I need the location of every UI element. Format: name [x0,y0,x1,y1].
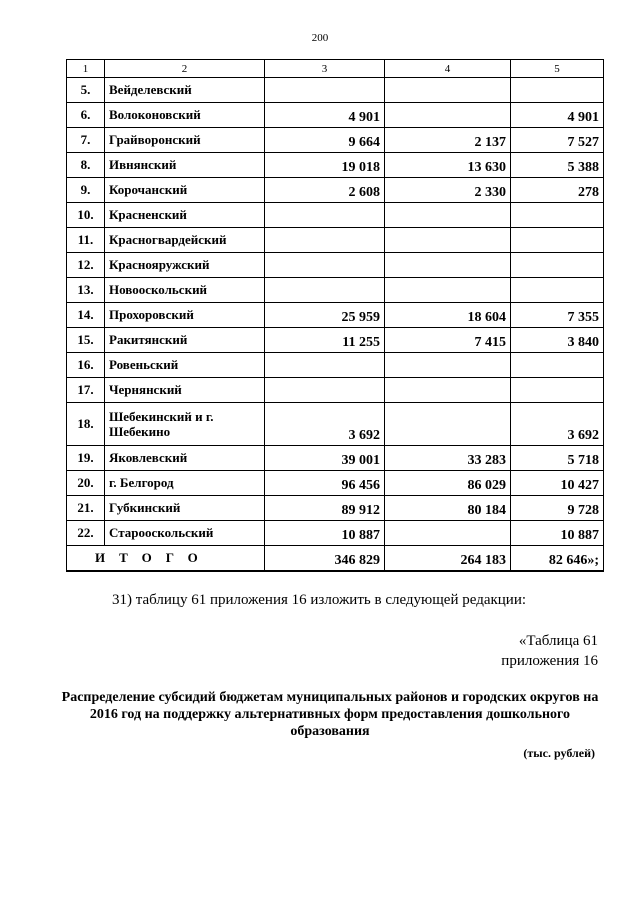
table-row [67,471,604,496]
regional-amount-cell: 5 388 [511,153,604,178]
total-amount-cell: 9 664 [265,128,385,153]
federal-amount-cell [385,103,511,128]
table-row [67,153,604,178]
district-name-cell: Прохоровский [105,303,265,328]
district-name-cell: Красногвардейский [105,228,265,253]
regional-amount-cell: 7 527 [511,128,604,153]
table-row [67,521,604,546]
regional-amount-cell [511,78,604,103]
total-amount-cell: 39 001 [265,446,385,471]
total-amount-cell [265,78,385,103]
table-row [67,378,604,403]
total-amount-cell: 3 692 [265,403,385,446]
table-row [67,496,604,521]
regional-amount-cell [511,353,604,378]
total-regional-cell: 82 646»; [511,546,604,572]
table-header-row [67,60,604,78]
table-row [67,78,604,103]
row-number-cell: 17. [67,378,105,403]
regional-amount-cell [511,278,604,303]
row-number-cell: 8. [67,153,105,178]
total-amount-cell: 19 018 [265,153,385,178]
regional-amount-cell: 278 [511,178,604,203]
federal-amount-cell: 7 415 [385,328,511,353]
row-number-cell: 19. [67,446,105,471]
district-name-cell: Ивнянский [105,153,265,178]
table-row [67,328,604,353]
subsidy-table [66,59,604,572]
table-row [67,203,604,228]
regional-amount-cell [511,378,604,403]
district-name-cell: Ракитянский [105,328,265,353]
total-label-cell: ИТОГО [67,546,265,572]
total-amount-cell: 25 959 [265,303,385,328]
federal-amount-cell: 86 029 [385,471,511,496]
table-row [67,303,604,328]
row-number-cell: 12. [67,253,105,278]
total-amount-cell [265,203,385,228]
regional-amount-cell: 3 840 [511,328,604,353]
federal-amount-cell [385,378,511,403]
document-title: Распределение субсидий бюджетам муниципальных районов и городских округов на 2016 год на поддержку альтернативных форм предоставления дошкольного образования [61,690,599,739]
table-row [67,353,604,378]
regional-amount-cell [511,253,604,278]
total-amount-cell [265,353,385,378]
district-name-cell: Чернянский [105,378,265,403]
district-name-cell: Вейделевский [105,78,265,103]
row-number-cell: 14. [67,303,105,328]
district-name-cell: Новооскольский [105,278,265,303]
district-name-cell: Ровеньский [105,353,265,378]
table-row [67,228,604,253]
table-row [67,128,604,153]
district-name-cell: Грайворонский [105,128,265,153]
federal-amount-cell: 2 137 [385,128,511,153]
district-name-cell: г. Белгород [105,471,265,496]
regional-amount-cell: 10 887 [511,521,604,546]
page-number: 200 [311,32,329,44]
district-name-cell: Губкинский [105,496,265,521]
table-row [67,178,604,203]
row-number-cell: 15. [67,328,105,353]
federal-amount-cell [385,521,511,546]
row-number-cell: 13. [67,278,105,303]
total-amount-cell [265,228,385,253]
federal-amount-cell: 80 184 [385,496,511,521]
row-number-cell: 7. [67,128,105,153]
federal-amount-cell: 18 604 [385,303,511,328]
total-amount-cell [265,253,385,278]
total-amount-cell: 11 255 [265,328,385,353]
total-amount-cell: 10 887 [265,521,385,546]
row-number-cell: 22. [67,521,105,546]
total-federal-cell: 264 183 [385,546,511,572]
district-name-cell: Волоконовский [105,103,265,128]
federal-amount-cell [385,253,511,278]
federal-amount-cell [385,78,511,103]
total-amount-cell: 2 608 [265,178,385,203]
row-number-cell: 10. [67,203,105,228]
total-row [67,546,604,572]
table-reference-appendix: приложения 16 [501,653,598,669]
district-name-cell: Краснояружский [105,253,265,278]
table-row [67,446,604,471]
total-sum-cell: 346 829 [265,546,385,572]
district-name-cell: Старооскольский [105,521,265,546]
total-amount-cell [265,378,385,403]
row-number-cell: 21. [67,496,105,521]
regional-amount-cell: 7 355 [511,303,604,328]
table-row [67,253,604,278]
federal-amount-cell [385,278,511,303]
federal-amount-cell [385,353,511,378]
table-row [67,278,604,303]
total-amount-cell: 96 456 [265,471,385,496]
table-row [67,103,604,128]
header-cell: 2 [105,60,265,78]
instruction-text: 31) таблицу 61 приложения 16 изложить в следующей редакции: [112,592,527,608]
row-number-cell: 11. [67,228,105,253]
regional-amount-cell: 5 718 [511,446,604,471]
district-name-cell: Шебекинский и г. Шебекино [105,403,265,446]
federal-amount-cell [385,403,511,446]
regional-amount-cell: 9 728 [511,496,604,521]
row-number-cell: 18. [67,403,105,446]
total-amount-cell [265,278,385,303]
total-amount-cell: 89 912 [265,496,385,521]
regional-amount-cell [511,228,604,253]
row-number-cell: 9. [67,178,105,203]
district-name-cell: Яковлевский [105,446,265,471]
federal-amount-cell: 13 630 [385,153,511,178]
header-cell: 5 [511,60,604,78]
federal-amount-cell [385,203,511,228]
row-number-cell: 6. [67,103,105,128]
federal-amount-cell [385,228,511,253]
row-number-cell: 5. [67,78,105,103]
header-cell: 1 [67,60,105,78]
district-name-cell: Корочанский [105,178,265,203]
row-number-cell: 20. [67,471,105,496]
total-amount-cell: 4 901 [265,103,385,128]
federal-amount-cell: 33 283 [385,446,511,471]
row-number-cell: 16. [67,353,105,378]
table-row [67,403,604,446]
regional-amount-cell: 10 427 [511,471,604,496]
header-cell: 4 [385,60,511,78]
units-label: (тыс. рублей) [523,746,595,760]
table-reference-title: «Таблица 61 [518,633,598,649]
district-name-cell: Красненский [105,203,265,228]
regional-amount-cell: 3 692 [511,403,604,446]
header-cell: 3 [265,60,385,78]
regional-amount-cell [511,203,604,228]
regional-amount-cell: 4 901 [511,103,604,128]
federal-amount-cell: 2 330 [385,178,511,203]
